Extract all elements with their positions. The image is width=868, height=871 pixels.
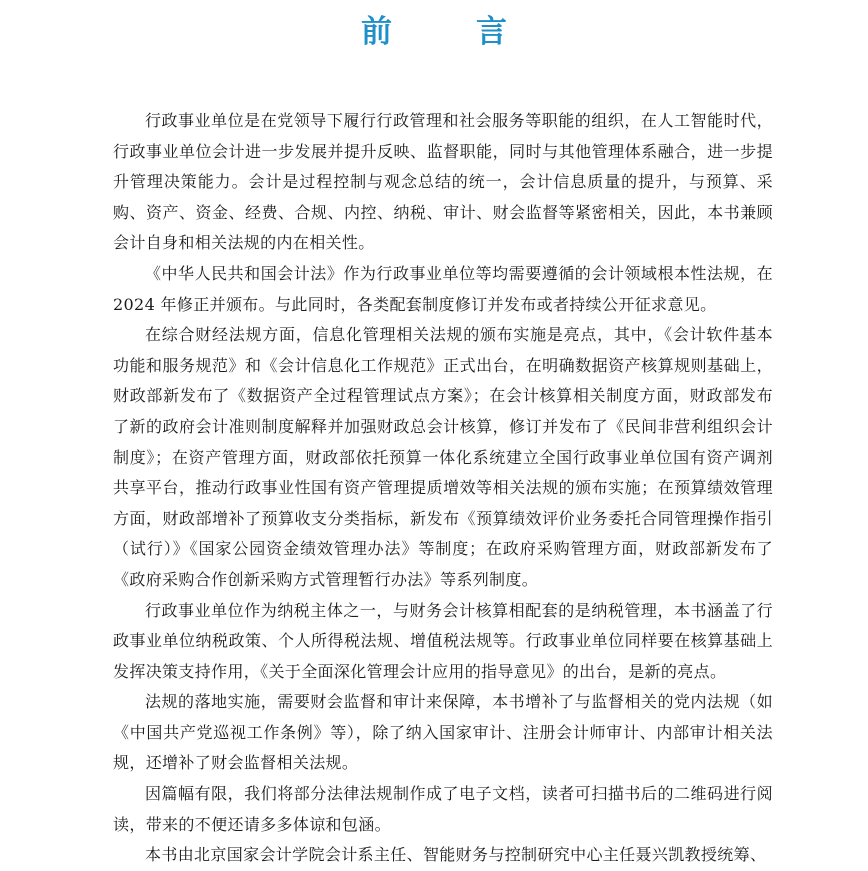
paragraph-e-documents: 因篇幅有限，我们将部分法律法规制作成了电子文档，读者可扫描书后的二维码进行阅读，带来的不便还请多多体谅和包涵。 [113,784,773,834]
preface-heading: 前言 [361,14,591,50]
paragraph-tax: 行政事业单位作为纳税主体之一，与财务会计核算相配套的是纳税管理，本书涵盖了行政事业单位纳税政策、个人所得税法规、增值税法规等。行政事业单位同样要在核算基础上发挥决策支持作用，《关于全面深化管理会计应用的指导意见》的出台，是新的亮点。 [113,600,773,681]
paragraph-authors: 本书由北京国家会计学院会计系主任、智能财务与控制研究中心主任聂兴凯教授统筹、 [145,845,767,865]
preface-body [113,106,773,871]
paragraph-accounting-law: 《中华人民共和国会计法》作为行政事业单位等均需要遵循的会计领域根本性法规，在 2024 年修正并颁布。与此同时，各类配套制度修订并发布或者持续公开征求意见。 [113,263,773,314]
paragraph-intro: 行政事业单位是在党领导下履行行政管理和社会服务等职能的组织，在人工智能时代，行政事业单位会计进一步发展并提升反映、监督职能，同时与其他管理体系融合，进一步提升管理决策能力。会计是过程控制与观念总结的统一，会计信息质量的提升，与预算、采购、资产、资金、经费、合规、内控、纳税、审计、财会监督等紧密相关，因此，本书兼顾会计自身和相关法规的内在相关性。 [113,111,773,253]
paragraph-regulations: 在综合财经法规方面，信息化管理相关法规的颁布实施是亮点，其中，《会计软件基本功能和服务规范》和《会计信息化工作规范》正式出台，在明确数据资产核算规则基础上，财政部新发布了《数据资产全过程管理试点方案》；在会计核算相关制度方面，财政部发布了新的政府会计准则制度解释并加强财政总会计核算，修订并发布了《民间非营利组织会计制度》；在资产管理方面，财政部依托预算一体化系统建立全国行政事业单位国有资产调剂共享平台，推动行政事业性国有资产管理提质增效等相关法规的颁布实施；在预算绩效管理方面，财政部增补了预算收支分类指标，新发布《预算绩效评价业务委托合同管理操作指引（试行）》《国家公园资金绩效管理办法》等制度；在政府采购管理方面，财政部新发布了《政府采购合作创新采购方式管理暂行办法》等系列制度。 [113,325,773,589]
paragraph-supervision: 法规的落地实施，需要财会监督和审计来保障，本书增补了与监督相关的党内法规（如《中国共产党巡视工作条例》等），除了纳入国家审计、注册会计师审计、内部审计相关法规，还增补了财会监督相关法规。 [113,692,773,773]
